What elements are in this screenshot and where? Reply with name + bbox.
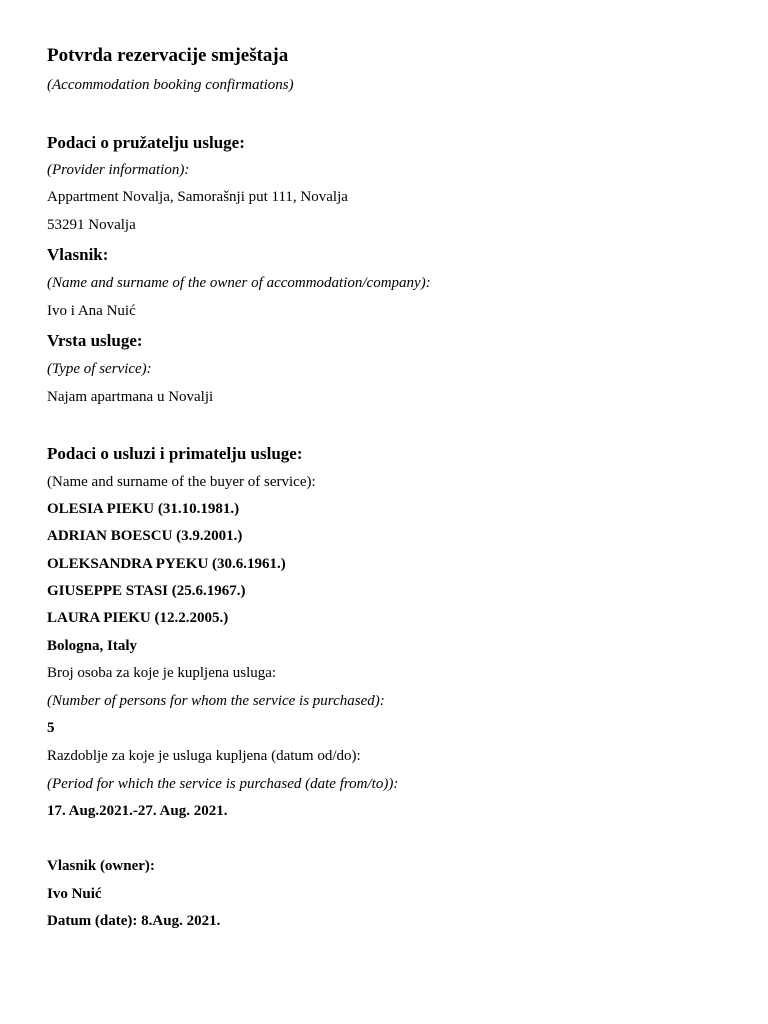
- guest-list-item: GIUSEPPE STASI (25.6.1967.): [47, 583, 246, 599]
- period-value: 17. Aug.2021.-27. Aug. 2021.: [47, 803, 228, 819]
- owner-heading: Vlasnik:: [47, 245, 109, 264]
- persons-label-translation: (Number of persons for whom the service is purchased):: [47, 693, 385, 709]
- owner-heading-translation: (Name and surname of the owner of accommodation/company):: [47, 275, 431, 291]
- page-title: Potvrda rezervacije smještaja: [47, 45, 289, 66]
- signature-date: Datum (date): 8.Aug. 2021.: [47, 913, 221, 929]
- recipient-heading: Podaci o usluzi i primatelju usluge:: [47, 444, 303, 463]
- period-label: Razdoblje za koje je usluga kupljena (datum od/do):: [47, 748, 361, 764]
- recipient-city: Bologna, Italy: [47, 638, 138, 654]
- provider-heading-translation: (Provider information):: [47, 162, 190, 178]
- service-type-value: Najam apartmana u Novalji: [47, 389, 214, 405]
- signature-owner-name: Ivo Nuić: [47, 886, 102, 902]
- provider-address-line1: Appartment Novalja, Samorašnji put 111, Novalja: [47, 189, 348, 205]
- persons-label: Broj osoba za koje je kupljena usluga:: [47, 665, 277, 681]
- period-label-translation: (Period for which the service is purchased (date from/to)):: [47, 776, 399, 792]
- recipient-heading-translation: (Name and surname of the buyer of service):: [47, 474, 316, 490]
- persons-value: 5: [47, 720, 55, 736]
- service-type-heading-translation: (Type of service):: [47, 361, 152, 377]
- guest-list-item: LAURA PIEKU (12.2.2005.): [47, 610, 229, 626]
- guest-list-item: ADRIAN BOESCU (3.9.2001.): [47, 528, 243, 544]
- page-title-translation: (Accommodation booking confirmations): [47, 77, 294, 93]
- service-type-heading: Vrsta usluge:: [47, 331, 143, 350]
- guest-list-item: OLESIA PIEKU (31.10.1981.): [47, 501, 240, 517]
- owner-value: Ivo i Ana Nuić: [47, 303, 136, 319]
- signature-owner-label: Vlasnik (owner):: [47, 858, 155, 874]
- provider-heading: Podaci o pružatelju usluge:: [47, 133, 245, 152]
- provider-address-line2: 53291 Novalja: [47, 217, 136, 233]
- guest-list-item: OLEKSANDRA PYEKU (30.6.1961.): [47, 556, 286, 572]
